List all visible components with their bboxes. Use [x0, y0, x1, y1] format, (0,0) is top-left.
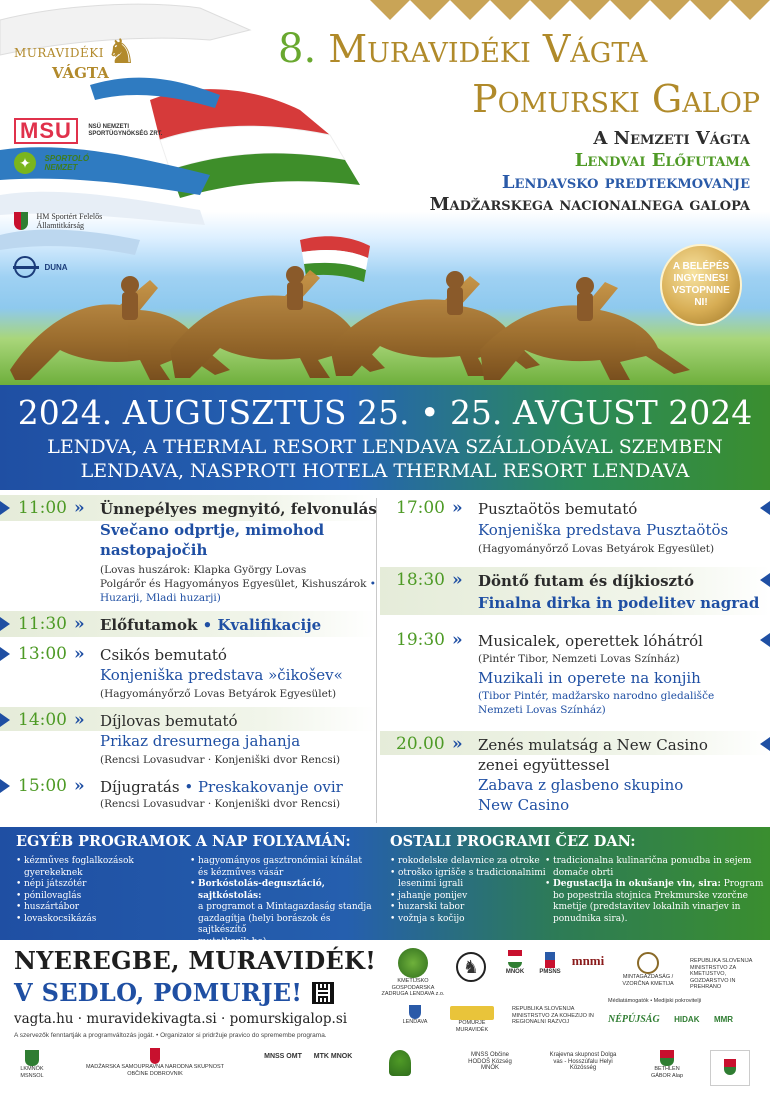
- program-note-sl: Nemzeti Lovas Színház): [478, 704, 606, 716]
- chevron-icon: »: [74, 498, 85, 518]
- location-slovenian: LENDAVA, NASPROTI HOTELA THERMAL RESORT LENDAVA: [80, 460, 690, 482]
- list-item: • vožnja s kočijo: [390, 914, 550, 926]
- logo-mmr: MMR: [713, 1014, 734, 1024]
- logo-bethlen-gabor: [645, 1050, 689, 1079]
- row-marker: [760, 633, 770, 647]
- event-title-line2: Pomurski Galop: [472, 77, 760, 121]
- logo-mnss-hodos-text: MNSS Občine HODOŠ Község MNÖK: [468, 1052, 512, 1071]
- time-2000: 20.00: [396, 734, 445, 754]
- list-item: [545, 856, 765, 879]
- list-item-text: a programot a Mintagazdaság standja: [198, 902, 372, 912]
- list-item-text: gazdagítja (helyi borászok és sajtkészítő: [198, 913, 331, 935]
- logo-mnss-omt-text: MNSS OMT: [264, 1053, 302, 1060]
- list-item-text: kmetije (predstavitev lokalnih vinarjev in: [553, 902, 741, 912]
- time-1930: 19:30: [396, 630, 445, 650]
- other-programs-heading-hu: EGYÉB PROGRAMOK A NAP FOLYAMÁN:: [16, 833, 351, 850]
- chevron-icon: »: [452, 570, 463, 590]
- qr-code-icon[interactable]: [312, 982, 334, 1004]
- other-programs-list-hu-2: [190, 856, 380, 948]
- program-note: [100, 577, 376, 591]
- sponsor-hm: [14, 212, 102, 230]
- schedule-divider: [376, 498, 377, 823]
- program-title-sl: Konjeniška predstava »čikošev«: [100, 666, 343, 684]
- tree-icon: [398, 948, 428, 978]
- logo-rs-ministry-agriculture: [680, 958, 766, 991]
- media-sponsors-label: Médiatámogatók • Medijski pokrovitelji: [608, 998, 702, 1004]
- logo-rs-ministry-cohesion-text: REPUBLIKA SLOVENIJA MINISTRSTVO ZA KOHEZIJO IN REGIONALNI RAZVOJ: [512, 1006, 594, 1025]
- free-entry-line2: INGYENES!: [673, 273, 729, 284]
- time-1500: 15:00: [18, 776, 67, 796]
- program-note: (Rencsi Lovasudvar · Konjeniški dvor Rencsi): [100, 798, 341, 810]
- schedule-item: [0, 707, 376, 767]
- logo-pomurje-text: POMURJE MURAVIDÉK: [455, 1020, 489, 1033]
- program-title-sl: Preskakovanje ovir: [197, 778, 343, 796]
- logo-mnmi: [566, 953, 610, 968]
- program-note-text: Polgárőr és Hagyományos Egyesület, Kishuszárok: [100, 578, 367, 590]
- list-item: • huzarski tabor: [390, 902, 550, 914]
- coat-of-arms-icon: [724, 1059, 736, 1075]
- logo-krajevna-skupnost-text: Krajevna skupnost Dolga vas - Hosszúfalu Helyi Közösség: [549, 1052, 617, 1071]
- tree-icon: [389, 1050, 411, 1076]
- schedule-item: [0, 773, 376, 817]
- chevron-icon: »: [452, 498, 463, 518]
- list-item-text: lesenimi igrali: [398, 879, 464, 889]
- row-marker: [760, 573, 770, 587]
- program-title-sl: New Casino: [478, 796, 570, 814]
- row-marker: [760, 737, 770, 751]
- list-item-text: otroško igrišče s tradicionalnimi: [398, 867, 546, 878]
- logo-lendava-text: LENDAVA: [402, 1019, 428, 1025]
- program-title-hu: Musicalek, operettek lóhátról: [478, 632, 703, 650]
- edition-number: 8.: [278, 26, 317, 72]
- bethlen-crest-icon: [660, 1050, 674, 1066]
- logo-mnns-dobrovnik: [75, 1048, 235, 1077]
- program-note: (Hagyományőrző Lovas Betyárok Egyesület): [100, 688, 337, 700]
- program-note: (Rencsi Lovasudvar · Konjeniški dvor Rencsi): [100, 754, 341, 766]
- wheat-icon: [637, 952, 659, 974]
- schedule-item: [0, 641, 376, 701]
- hm-text-2: Államtitkárság: [36, 221, 84, 230]
- coat-of-arms-icon: [14, 212, 28, 230]
- list-item: • népi játszótér: [16, 879, 191, 891]
- logo-tree: [385, 1050, 415, 1076]
- program-title-hu: Díjlovas bemutató: [100, 712, 238, 730]
- time-1830: 18:30: [396, 570, 445, 590]
- logo-hidak: HIDAK: [674, 1014, 700, 1024]
- row-marker: [760, 501, 770, 515]
- galloping-horses-illustration: [0, 230, 770, 385]
- other-programs-heading-sl: OSTALI PROGRAMI ČEZ DAN:: [390, 833, 636, 850]
- list-item-text: hagyományos gasztronómiai kínálat: [198, 856, 363, 866]
- program-note: (Lovas huszárok: Klapka György Lovas: [100, 564, 307, 576]
- flag-icon: [545, 952, 555, 968]
- list-item: • rokodelske delavnice za otroke: [390, 856, 550, 868]
- program-title-hu: Pusztaötös bemutató: [478, 500, 638, 518]
- hero-header: [0, 0, 770, 385]
- program-title-hu: Csikós bemutató: [100, 646, 227, 664]
- program-title-sl: Muzikali in operete na konjih: [478, 669, 701, 687]
- website-links[interactable]: vagta.hu · muravidekivagta.si · pomurskigalop.si: [14, 1011, 348, 1027]
- chevron-icon: »: [452, 630, 463, 650]
- list-item: • pónilovaglás: [16, 891, 191, 903]
- nsu-logo-mark: MSU: [14, 118, 78, 144]
- list-item: • lovaskocsikázás: [16, 914, 191, 926]
- list-item: [390, 868, 550, 891]
- chevron-icon: »: [74, 614, 85, 634]
- program-title-hu: Ünnepélyes megnyitó, felvonulás: [100, 500, 377, 518]
- list-item-bold: Degustacija in okušanje vin, sira:: [553, 879, 721, 889]
- program-title-hu: Döntő futam és díjkiosztó: [478, 572, 694, 590]
- list-item-bold: Borkóstolás-degusztáció, sajtkóstolás:: [198, 879, 325, 901]
- logo-lkmnok-text: LKMNÖK MSNSOL: [20, 1066, 44, 1079]
- logo-mnok: [495, 950, 535, 977]
- other-programs-band: [0, 827, 770, 947]
- time-1130: 11:30: [18, 614, 67, 634]
- program-title-sl: Svečano odprtje, mimohod: [100, 521, 325, 539]
- logo-krajevna-skupnost: [548, 1052, 618, 1072]
- subtitle-lendvai-elofutama: Lendvai Előfutama: [574, 150, 750, 171]
- other-programs-list-hu-1: [16, 856, 191, 925]
- logo-pmsns: [533, 952, 567, 977]
- logo-pmsns-text: PMSNS: [539, 969, 561, 975]
- shield-icon: [508, 950, 522, 968]
- horse-rider-icon: ♞: [106, 32, 137, 72]
- bullet: •: [184, 778, 194, 796]
- sponsor-nsu: [14, 118, 168, 144]
- program-note-sl: Huzarji, Mladi huzarji): [100, 592, 221, 604]
- list-item-text: domače obrti: [553, 867, 614, 878]
- nsu-logo-text: NSÜ NEMZETI SPORTÜGYNÖKSÉG ZRT.: [88, 124, 163, 137]
- program-title-hu: Díjugratás: [100, 778, 180, 796]
- event-date: 2024. AUGUSZTUS 25. • 25. AVGUST 2024: [17, 393, 753, 432]
- logo-word-muravideki: MURAVIDÉKI: [14, 46, 104, 60]
- row-marker: [0, 617, 10, 631]
- list-item-text: mutatkozik be): [198, 936, 267, 947]
- free-entry-line3: VSTOPNINE: [672, 285, 730, 296]
- logo-hungarian-gov: [710, 1050, 750, 1086]
- logo-pomurje: [448, 1006, 496, 1033]
- date-location-band: [0, 385, 770, 490]
- logo-lendava: [395, 1005, 435, 1026]
- list-item: [545, 879, 765, 925]
- lendava-crest-icon: [409, 1005, 421, 1019]
- lkmnok-crest-icon: [25, 1050, 39, 1066]
- list-item: • kézműves foglalkozások gyerekeknek: [16, 856, 191, 879]
- logo-kmetijsko-text: KMETIJSKO GOSPODARSKA ZADRUGA LENDAVA z.o.: [381, 978, 445, 997]
- chevron-icon: »: [74, 710, 85, 730]
- logo-mintagazdasag-text: MINTAGAZDASÁG / VZORČNA KMETIJA: [622, 974, 674, 987]
- free-entry-line1: A BELÉPÉS: [672, 261, 730, 272]
- list-item: [190, 856, 380, 879]
- schedule-item: [0, 495, 376, 607]
- free-entry-line4: NI!: [694, 297, 708, 308]
- logo-mnok-text: MNOK: [505, 969, 525, 975]
- logo-mtk-mnok: [310, 1052, 356, 1061]
- runner-icon: ✦: [14, 152, 36, 174]
- time-1300: 13:00: [18, 644, 67, 664]
- row-marker: [0, 647, 10, 661]
- program-change-disclaimer: A szervezők fenntartják a programváltozás jogát. • Organizator si pridržuje pravico do spremembe programa.: [14, 1032, 327, 1039]
- program-title-sl: nastopajočih: [100, 541, 208, 559]
- schedule-item: [380, 731, 770, 819]
- dobrovnik-crest-icon: [150, 1048, 160, 1064]
- other-programs-list-sl-1: [390, 856, 550, 925]
- logo-bethlen-gabor-text: BETHLEN GÁBOR Alap: [650, 1066, 684, 1079]
- logo-nepujsag: NÉPÚJSÁG: [608, 1013, 660, 1025]
- program-note-sl: (Tibor Pintér, madžarsko narodno gledališče: [478, 690, 715, 702]
- logo-mnss-omt: [262, 1052, 304, 1061]
- chevron-icon: »: [74, 644, 85, 664]
- title-muravideki-vagta: Muravidéki Vágta: [328, 27, 648, 71]
- list-item-text: tradicionalna kulinarična ponudba in sejem: [553, 856, 752, 866]
- logo-mnss-hodos: [460, 1052, 520, 1072]
- row-marker: [0, 779, 10, 793]
- bullet: •: [369, 578, 376, 590]
- logo-mnmi-text: mnmi: [571, 953, 605, 968]
- time-1100: 11:00: [18, 498, 67, 518]
- bullet: •: [202, 616, 213, 634]
- logo-word-vagta: VÁGTA: [52, 64, 109, 82]
- location-hungarian: LENDVA, A THERMAL RESORT LENDAVA SZÁLLODÁVAL SZEMBEN: [47, 436, 723, 458]
- event-title-line1: [278, 28, 758, 70]
- program-title-sl: Zabava z glasbeno skupino: [478, 776, 684, 794]
- list-item-text: ponudnika sira).: [553, 913, 628, 924]
- logo-rs-ministry-cohesion: [512, 1006, 596, 1026]
- other-programs-list-sl-2: [545, 856, 765, 925]
- subtitle-madzarskega: Madžarskega nacionalnega galopa: [429, 194, 750, 215]
- duna-text: DUNA: [44, 262, 68, 272]
- subtitle-nemzeti-vagta: A Nemzeti Vágta: [593, 128, 750, 149]
- pomurje-mark: [450, 1006, 494, 1020]
- sportolo-text-2: NEMZET: [44, 163, 78, 172]
- program-title-hu: zenei együttessel: [478, 756, 610, 774]
- list-item: [190, 879, 380, 948]
- program-title-hu: Zenés mulatság a New Casino: [478, 736, 708, 754]
- time-1400: 14:00: [18, 710, 67, 730]
- muravideki-vagta-logo: [14, 28, 154, 86]
- schedule-item: [380, 567, 770, 617]
- schedule-left-column: [0, 495, 376, 825]
- logo-kmetijsko: [378, 948, 448, 998]
- free-entry-badge: [660, 244, 742, 326]
- horse-seal-icon: ♞: [456, 952, 486, 982]
- row-marker: [0, 501, 10, 515]
- schedule-item: [380, 495, 770, 557]
- chevron-icon: »: [74, 776, 85, 796]
- row-marker: [0, 713, 10, 727]
- list-item-text: és kézműves vásár: [198, 867, 284, 878]
- sponsor-sportolo-nemzet: [14, 152, 89, 174]
- program-title-sl: Prikaz dresurnega jahanja: [100, 732, 301, 750]
- logo-mtk-mnok-text: MTK MNOK: [313, 1053, 353, 1060]
- program-title-sl: Konjeniška predstava Pusztaötös: [478, 521, 729, 539]
- program-note: (Hagyományőrző Lovas Betyárok Egyesület): [478, 543, 715, 555]
- schedule-right-column: [380, 495, 770, 825]
- chevron-icon: »: [452, 734, 463, 754]
- logo-lkmnok: [12, 1050, 52, 1079]
- list-item-text: Program: [723, 879, 764, 889]
- list-item: • jahanje ponijev: [390, 891, 550, 903]
- schedule-item: [0, 611, 376, 637]
- logo-rs-ministry-agriculture-text: REPUBLIKA SLOVENIJA MINISTRSTVO ZA KMETIJSTVO, GOZDARSTVO IN PREHRANO: [690, 958, 753, 990]
- schedule-item: [380, 627, 770, 719]
- list-item-text: bo popestrila stojnica Prekmurske vzorčne: [553, 890, 748, 901]
- list-item: • huszártábor: [16, 902, 191, 914]
- logo-horse-seal: [455, 952, 487, 982]
- program-title-sl: Kvalifikacije: [217, 616, 322, 634]
- time-1700: 17:00: [396, 498, 445, 518]
- media-sponsors: [608, 998, 764, 1027]
- program-note: (Pintér Tibor, Nemzeti Lovas Színház): [478, 653, 680, 665]
- slogan-hungarian: NYEREGBE, MURAVIDÉK!: [14, 946, 377, 975]
- logo-mintagazdasag: [620, 952, 676, 987]
- subtitle-lendavsko: Lendavsko predtekmovanje: [501, 172, 750, 193]
- sportolo-text-1: SPORTOLÓ: [44, 154, 90, 163]
- slogan-slovenian: V SEDLO, POMURJE!: [14, 978, 303, 1007]
- zigzag-decoration: [370, 0, 770, 22]
- program-title-hu: Előfutamok: [100, 616, 198, 634]
- program-title-sl: Finalna dirka in podelitev nagrad: [478, 594, 760, 612]
- logo-mnns-dobrovnik-text: MADŽARSKA SAMOUPRAVNA NARODNA SKUPNOST OBČINE DOBROVNIK: [85, 1064, 225, 1077]
- hm-text-1: HM Sportért Felelős: [36, 212, 103, 221]
